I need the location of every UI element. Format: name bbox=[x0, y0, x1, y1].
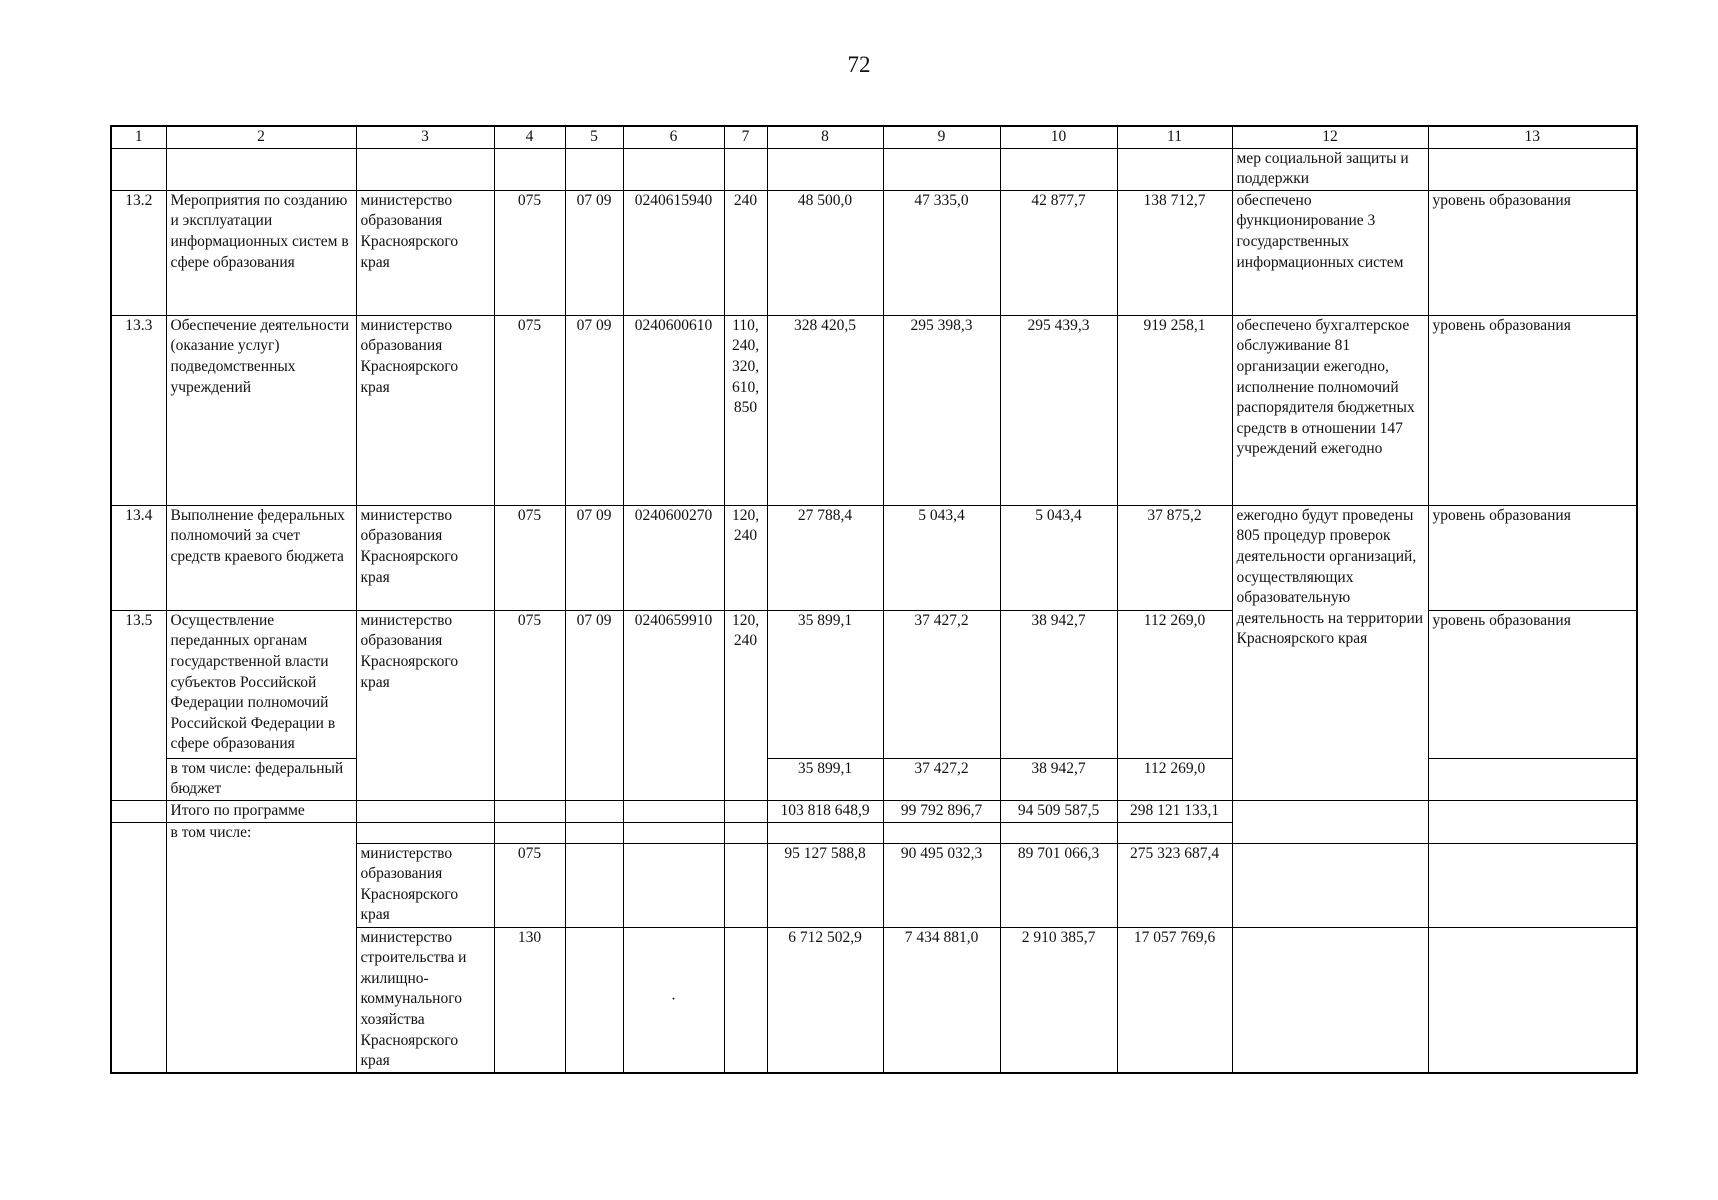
amount-year-3: 5 043,4 bbox=[1000, 505, 1117, 610]
ministry-name: министерство строительства и жилищно-коммунального хозяйства Красноярского края bbox=[356, 927, 494, 1073]
executor-cell: министерство образования Красноярского края bbox=[356, 610, 494, 800]
amount-total: 275 323 687,4 bbox=[1117, 843, 1232, 927]
total-year-2: 99 792 896,7 bbox=[883, 800, 1000, 822]
amount-year-1: 6 712 502,9 bbox=[767, 927, 883, 1073]
amount-total: 17 057 769,6 bbox=[1117, 927, 1232, 1073]
total-year-1: 103 818 648,9 bbox=[767, 800, 883, 822]
expense-type-code: 110, 240, 320, 610, 850 bbox=[724, 315, 767, 505]
including-label: в том числе: bbox=[166, 822, 356, 1073]
page-number: 72 bbox=[847, 52, 871, 77]
item-number: 13.3 bbox=[111, 315, 166, 505]
target-code: 0240615940 bbox=[623, 190, 724, 315]
col-header-9: 9 bbox=[883, 126, 1000, 148]
col-header-10: 10 bbox=[1000, 126, 1117, 148]
table-row bbox=[111, 315, 1637, 505]
header-row bbox=[111, 126, 1637, 148]
amount-year-2: 47 335,0 bbox=[883, 190, 1000, 315]
col-header-12: 12 bbox=[1232, 126, 1428, 148]
target-code: 0240659910 bbox=[623, 610, 724, 800]
level-cell: уровень образования bbox=[1428, 190, 1637, 315]
section-code: 07 09 bbox=[565, 505, 623, 610]
col-header-4: 4 bbox=[494, 126, 565, 148]
activity-name: Обеспечение деятельности (оказание услуг) подведомственных учреждений bbox=[166, 315, 356, 505]
amount-year-3: 295 439,3 bbox=[1000, 315, 1117, 505]
level-cell: уровень образования bbox=[1428, 505, 1637, 610]
grbs-code: 130 bbox=[494, 927, 565, 1073]
amount-total: 37 875,2 bbox=[1117, 505, 1232, 610]
amount-year-1: 328 420,5 bbox=[767, 315, 883, 505]
scan-speck: · bbox=[670, 990, 677, 1008]
executor-cell: министерство образования Красноярского края bbox=[356, 190, 494, 315]
item-number: 13.2 bbox=[111, 190, 166, 315]
level-cell: уровень образования bbox=[1428, 610, 1637, 758]
target-code: 0240600610 bbox=[623, 315, 724, 505]
result-cell: обеспечено функционирование 3 государственных информационных систем bbox=[1232, 190, 1428, 315]
amount-year-2: 5 043,4 bbox=[883, 505, 1000, 610]
amount-year-1: 95 127 588,8 bbox=[767, 843, 883, 927]
col-header-2: 2 bbox=[166, 126, 356, 148]
amount-year-2: 37 427,2 bbox=[883, 610, 1000, 758]
col-header-3: 3 bbox=[356, 126, 494, 148]
grbs-code: 075 bbox=[494, 505, 565, 610]
item-number: 13.5 bbox=[111, 610, 166, 800]
activity-name: Мероприятия по созданию и эксплуатации информационных систем в сфере образования bbox=[166, 190, 356, 315]
section-code: 07 09 bbox=[565, 610, 623, 800]
total-row bbox=[111, 800, 1637, 822]
col-header-11: 11 bbox=[1117, 126, 1232, 148]
total-year-3: 94 509 587,5 bbox=[1000, 800, 1117, 822]
amount-year-2: 90 495 032,3 bbox=[883, 843, 1000, 927]
amount-year-1: 27 788,4 bbox=[767, 505, 883, 610]
amount-year-3: 38 942,7 bbox=[1000, 758, 1117, 800]
activity-name: Осуществление переданных органам государственной власти субъектов Российской Федерации полномочий Российской Федерации в сфере образования bbox=[166, 610, 356, 758]
subtotal-label: в том числе: федеральный бюджет bbox=[166, 758, 356, 800]
result-cell: ежегодно будут проведены 805 процедур проверок деятельности организаций, осуществляющих образовательную деятельность на территории Красноярского края bbox=[1232, 505, 1428, 800]
amount-year-3: 42 877,7 bbox=[1000, 190, 1117, 315]
col-header-1: 1 bbox=[111, 126, 166, 148]
amount-year-1: 48 500,0 bbox=[767, 190, 883, 315]
total-label: Итого по программе bbox=[166, 800, 356, 822]
executor-cell: министерство образования Красноярского края bbox=[356, 505, 494, 610]
grbs-code: 075 bbox=[494, 315, 565, 505]
amount-total: 138 712,7 bbox=[1117, 190, 1232, 315]
col-header-5: 5 bbox=[565, 126, 623, 148]
activity-name: Выполнение федеральных полномочий за счет средств краевого бюджета bbox=[166, 505, 356, 610]
amount-year-1: 35 899,1 bbox=[767, 610, 883, 758]
level-cell: уровень образования bbox=[1428, 315, 1637, 505]
amount-year-1: 35 899,1 bbox=[767, 758, 883, 800]
grbs-code: 075 bbox=[494, 610, 565, 800]
grbs-code: 075 bbox=[494, 843, 565, 927]
table-row bbox=[111, 505, 1637, 610]
table-row bbox=[111, 148, 1637, 190]
result-cell: обеспечено бухгалтерское обслуживание 81 организации ежегодно, исполнение полномочий распорядителя бюджетных средств в отношении 147 учреждений ежегодно bbox=[1232, 315, 1428, 505]
amount-year-3: 2 910 385,7 bbox=[1000, 927, 1117, 1073]
amount-year-2: 37 427,2 bbox=[883, 758, 1000, 800]
ministry-name: министерство образования Красноярского края bbox=[356, 843, 494, 927]
col-header-8: 8 bbox=[767, 126, 883, 148]
expense-type-code: 120, 240 bbox=[724, 505, 767, 610]
total-sum: 298 121 133,1 bbox=[1117, 800, 1232, 822]
executor-cell: министерство образования Красноярского края bbox=[356, 315, 494, 505]
amount-year-2: 295 398,3 bbox=[883, 315, 1000, 505]
amount-total: 112 269,0 bbox=[1117, 758, 1232, 800]
amount-total: 112 269,0 bbox=[1117, 610, 1232, 758]
item-number: 13.4 bbox=[111, 505, 166, 610]
target-code: 0240600270 bbox=[623, 505, 724, 610]
amount-year-3: 89 701 066,3 bbox=[1000, 843, 1117, 927]
col-header-7: 7 bbox=[724, 126, 767, 148]
result-cell: мер социальной защиты и поддержки bbox=[1232, 148, 1428, 190]
amount-year-3: 38 942,7 bbox=[1000, 610, 1117, 758]
section-code: 07 09 bbox=[565, 190, 623, 315]
program-table bbox=[110, 125, 1638, 1074]
col-header-13: 13 bbox=[1428, 126, 1637, 148]
section-code: 07 09 bbox=[565, 315, 623, 505]
amount-year-2: 7 434 881,0 bbox=[883, 927, 1000, 1073]
table-row bbox=[111, 190, 1637, 315]
grbs-code: 075 bbox=[494, 190, 565, 315]
expense-type-code: 240 bbox=[724, 190, 767, 315]
col-header-6: 6 bbox=[623, 126, 724, 148]
amount-total: 919 258,1 bbox=[1117, 315, 1232, 505]
expense-type-code: 120, 240 bbox=[724, 610, 767, 800]
